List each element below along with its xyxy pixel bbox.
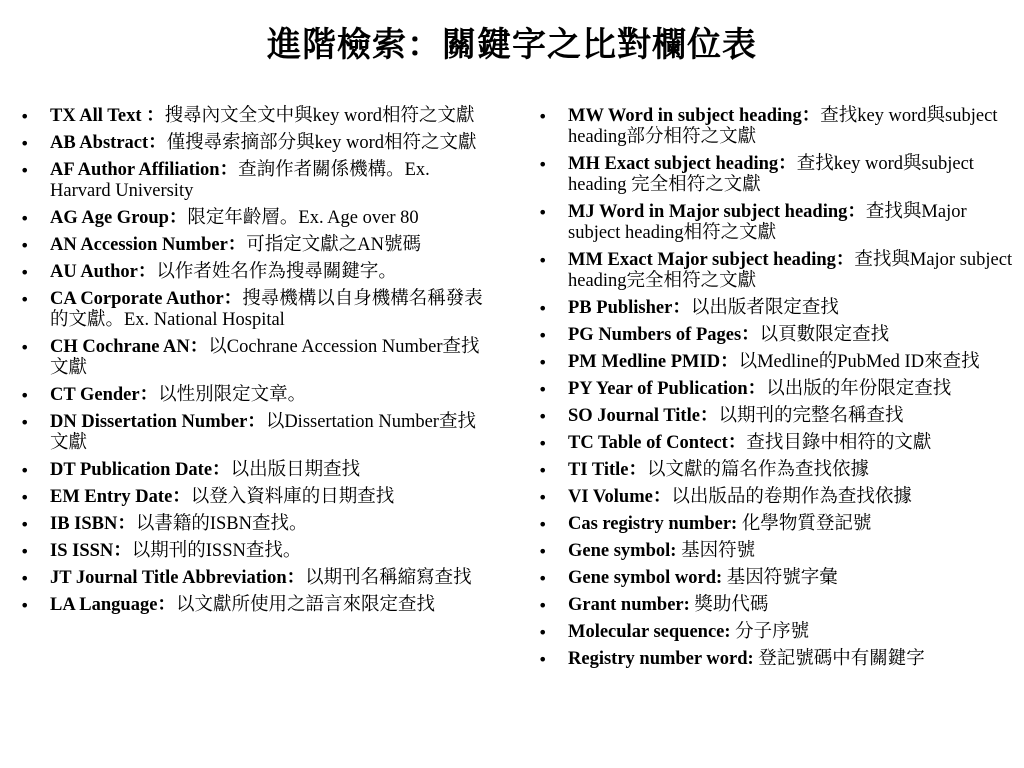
list-item xyxy=(20,460,488,481)
field-code: DT Publication Date： xyxy=(50,460,231,480)
field-description: 以文獻所使用之語言來限定查找 xyxy=(175,595,435,615)
field-description: 以Medline的PubMed ID來查找 xyxy=(738,352,980,372)
field-code: DN Dissertation Number： xyxy=(50,412,266,432)
bullet-icon: • xyxy=(538,488,548,507)
bullet-icon: • xyxy=(538,326,548,345)
field-code: AG Age Group： xyxy=(50,208,188,228)
field-code: MW Word in subject heading： xyxy=(568,106,821,126)
list-item xyxy=(538,460,1016,481)
field-code: PM Medline PMID： xyxy=(568,352,739,372)
field-description: 可指定文獻之AN號碼 xyxy=(246,235,422,255)
field-code: EM Entry Date： xyxy=(50,487,191,507)
field-code: PY Year of Publication： xyxy=(568,379,767,399)
list-item xyxy=(20,208,488,229)
bullet-icon: • xyxy=(538,434,548,453)
field-code: CH Cochrane AN： xyxy=(50,337,209,357)
field-description: 查找key word與subject heading 完全相符之文獻 xyxy=(568,154,974,195)
list-item xyxy=(20,595,488,616)
list-item xyxy=(20,289,488,331)
field-description: 基因符號字彙 xyxy=(722,568,838,588)
list-item xyxy=(20,487,488,508)
list-item xyxy=(538,406,1016,427)
bullet-icon: • xyxy=(20,461,30,480)
bullet-icon: • xyxy=(20,236,30,255)
list-item xyxy=(538,202,1016,244)
list-item xyxy=(538,298,1016,319)
list-item xyxy=(538,325,1016,346)
field-description: 以期刊的完整名稱查找 xyxy=(718,406,904,426)
list-item xyxy=(538,541,1016,562)
left-field-list xyxy=(20,106,488,622)
field-code: Gene symbol: xyxy=(568,541,677,561)
field-code: LA Language： xyxy=(50,595,176,615)
bullet-icon: • xyxy=(20,413,30,432)
bullet-icon: • xyxy=(20,596,30,615)
field-code: MJ Word in Major subject heading： xyxy=(568,202,866,222)
field-description: 分子序號 xyxy=(730,622,810,642)
list-item xyxy=(538,433,1016,454)
bullet-icon: • xyxy=(20,161,30,180)
field-code: TX All Text ： xyxy=(50,106,165,126)
bullet-icon: • xyxy=(20,263,30,282)
bullet-icon: • xyxy=(20,134,30,153)
field-code: IB ISBN： xyxy=(50,514,136,534)
list-item xyxy=(20,106,488,127)
field-code: Cas registry number: xyxy=(568,514,738,534)
field-description: 搜尋內文全文中與key word相符之文獻 xyxy=(164,106,475,126)
field-code: SO Journal Title： xyxy=(568,406,719,426)
field-description: 以出版日期查找 xyxy=(230,460,361,480)
list-item xyxy=(538,154,1016,196)
field-description: 獎助代碼 xyxy=(689,595,769,615)
list-item xyxy=(20,262,488,283)
field-code: MH Exact subject heading： xyxy=(568,154,797,174)
field-description: 以期刊名稱縮寫查找 xyxy=(305,568,472,588)
list-item xyxy=(538,487,1016,508)
list-item xyxy=(538,649,1016,670)
list-item xyxy=(20,160,488,202)
list-item xyxy=(538,379,1016,400)
bullet-icon: • xyxy=(20,386,30,405)
field-description: 查找與Major subject heading完全相符之文獻 xyxy=(568,250,1013,291)
field-description: 限定年齡層。Ex. Age over 80 xyxy=(187,208,419,228)
list-item xyxy=(538,595,1016,616)
bullet-icon: • xyxy=(20,488,30,507)
slide-title: 進階檢索：關鍵字之比對欄位表 xyxy=(267,25,757,65)
field-code: TI Title： xyxy=(568,460,647,480)
field-code: IS ISSN： xyxy=(50,541,132,561)
bullet-icon: • xyxy=(538,569,548,588)
bullet-icon: • xyxy=(20,569,30,588)
field-description: 以頁數限定查找 xyxy=(759,325,890,345)
field-description: 以出版者限定查找 xyxy=(690,298,839,318)
field-description: 以登入資料庫的日期查找 xyxy=(190,487,395,507)
field-code: AN Accession Number： xyxy=(50,235,247,255)
field-description: 以書籍的ISBN查找。 xyxy=(135,514,308,534)
list-item xyxy=(20,337,488,379)
field-description: 基因符號 xyxy=(676,541,756,561)
field-description: 查詢作者關係機構。Ex. Harvard University xyxy=(50,160,430,201)
bullet-icon: • xyxy=(538,353,548,372)
bullet-icon: • xyxy=(538,542,548,561)
field-code: VI Volume： xyxy=(568,487,672,507)
bullet-icon: • xyxy=(538,155,548,174)
list-item xyxy=(538,514,1016,535)
list-item xyxy=(538,568,1016,589)
bullet-icon: • xyxy=(20,338,30,357)
field-description: 以Cochrane Accession Number查找文獻 xyxy=(50,337,480,378)
right-field-list xyxy=(538,106,1016,676)
field-code: TC Table of Contect： xyxy=(568,433,747,453)
field-code: AB Abstract： xyxy=(50,133,167,153)
list-item xyxy=(538,622,1016,643)
field-description: 僅搜尋索摘部分與key word相符之文獻 xyxy=(166,133,477,153)
field-description: 以期刊的ISSN查找。 xyxy=(131,541,302,561)
bullet-icon: • xyxy=(538,596,548,615)
list-item xyxy=(20,412,488,454)
bullet-icon: • xyxy=(538,650,548,669)
field-description: 搜尋機構以自身機構名稱發表的文獻。Ex. National Hospital xyxy=(50,289,483,330)
list-item xyxy=(20,568,488,589)
field-description: 查找目錄中相符的文獻 xyxy=(746,433,932,453)
field-description: 查找與Major subject heading相符之文獻 xyxy=(568,202,967,243)
field-code: Gene symbol word: xyxy=(568,568,723,588)
bullet-icon: • xyxy=(20,107,30,126)
bullet-icon: • xyxy=(538,407,548,426)
field-description: 化學物質登記號 xyxy=(737,514,872,534)
field-code: Grant number: xyxy=(568,595,690,615)
list-item xyxy=(538,106,1016,148)
field-code: CA Corporate Author： xyxy=(50,289,243,309)
field-description: 以Dissertation Number查找文獻 xyxy=(50,412,476,453)
bullet-icon: • xyxy=(20,515,30,534)
field-code: Molecular sequence: xyxy=(568,622,731,642)
bullet-icon: • xyxy=(538,461,548,480)
bullet-icon: • xyxy=(20,542,30,561)
field-code: PB Publisher： xyxy=(568,298,691,318)
list-item xyxy=(20,133,488,154)
field-description: 以作者姓名作為搜尋關鍵字。 xyxy=(156,262,397,282)
field-description: 以出版的年份限定查找 xyxy=(766,379,952,399)
list-item xyxy=(20,541,488,562)
field-description: 查找key word與subject heading部分相符之文獻 xyxy=(568,106,998,147)
field-code: AF Author Affiliation： xyxy=(50,160,239,180)
list-item xyxy=(20,385,488,406)
bullet-icon: • xyxy=(20,290,30,309)
field-code: MM Exact Major subject heading： xyxy=(568,250,855,270)
field-description: 以文獻的篇名作為查找依據 xyxy=(647,460,870,480)
bullet-icon: • xyxy=(538,299,548,318)
bullet-icon: • xyxy=(538,107,548,126)
list-item xyxy=(538,352,1016,373)
field-code: PG Numbers of Pages： xyxy=(568,325,760,345)
field-code: Registry number word: xyxy=(568,649,754,669)
bullet-icon: • xyxy=(20,209,30,228)
bullet-icon: • xyxy=(538,515,548,534)
bullet-icon: • xyxy=(538,623,548,642)
field-description: 登記號碼中有關鍵字 xyxy=(753,649,925,669)
bullet-icon: • xyxy=(538,203,548,222)
list-item xyxy=(20,235,488,256)
field-code: CT Gender： xyxy=(50,385,159,405)
list-item xyxy=(20,514,488,535)
field-code: AU Author： xyxy=(50,262,157,282)
list-item xyxy=(538,250,1016,292)
field-description: 以性別限定文章。 xyxy=(158,385,307,405)
bullet-icon: • xyxy=(538,251,548,270)
bullet-icon: • xyxy=(538,380,548,399)
field-description: 以出版品的卷期作為查找依據 xyxy=(671,487,912,507)
field-code: JT Journal Title Abbreviation： xyxy=(50,568,306,588)
